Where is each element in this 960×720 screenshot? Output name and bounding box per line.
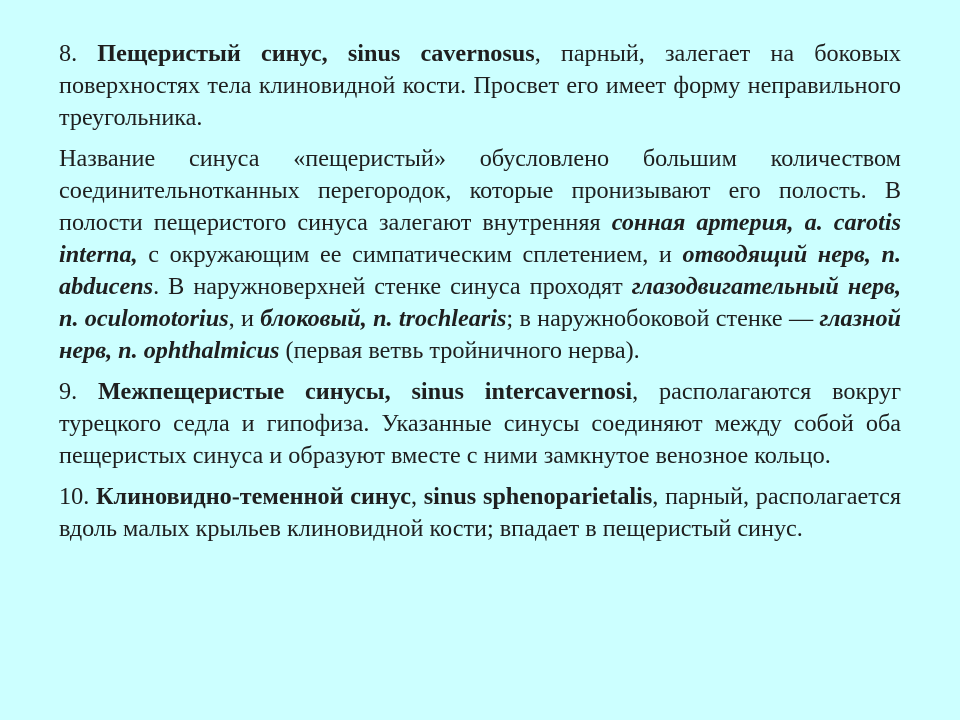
term-abducens: отводящий нерв, n. abducens <box>59 241 901 300</box>
text-run: , располагаются вокруг турецкого седла и гипофиза. Указанные синусы соединяют между собой оба пещеристых синуса и образуют вместе с ними замкнутое венозное кольцо. <box>59 378 901 469</box>
paragraph-intercavernous-sinuses <box>59 376 901 472</box>
text-run: , <box>410 483 424 510</box>
text-run: Название синуса «пещеристый» обусловлено большим количеством соединительнотканных перегородок, которые пронизывают его полость. В полости пещеристого синуса залегают внутренняя <box>59 145 901 236</box>
text-run: (первая ветвь тройничного нерва). <box>279 337 640 364</box>
item-number: 9. <box>59 378 98 405</box>
text-run: , парный, залегает на боковых поверхностях тела клиновидной кости. Просвет его имеет форму неправильного треугольника. <box>59 40 902 131</box>
item-number: 8. <box>59 40 98 67</box>
term-ophthalmicus: глазной нерв, n. ophthalmicus <box>59 305 901 364</box>
term-intercavernous-sinuses: Межпещеристые синусы, sinus intercavernosi <box>97 378 633 405</box>
text-run: ; в наружнобоковой стенке — <box>506 305 820 332</box>
term-carotis-interna: сонная артерия, a. carotis interna, <box>59 209 901 268</box>
term-cavernous-sinus: Пещеристый синус, sinus cavernosus <box>97 40 535 67</box>
term-sphenoparietal-sinus-ru: Клиновидно-теменной синус <box>95 483 411 510</box>
term-trochlearis: блоковый, n. trochlearis <box>260 305 507 332</box>
text-run: с окружающим ее симпатическим сплетением, и <box>137 241 683 268</box>
item-number: 10. <box>59 483 96 510</box>
text-run: , парный, располагается вдоль малых крыльев клиновидной кости; впадает в пещеристый синус. <box>59 483 902 542</box>
term-sphenoparietal-sinus-lat: sinus sphenoparietalis <box>423 483 653 510</box>
paragraph-cavernous-sinus <box>59 38 901 134</box>
text-run: , и <box>228 305 261 332</box>
paragraph-sphenoparietal-sinus <box>59 481 901 545</box>
term-oculomotorius: глазодвигательный нерв, n. oculomotorius <box>59 273 901 332</box>
paragraph-cavernous-sinus-contents <box>59 143 901 367</box>
text-run: . В наружноверхней стенке синуса проходят <box>153 273 632 300</box>
slide-body <box>59 38 901 554</box>
